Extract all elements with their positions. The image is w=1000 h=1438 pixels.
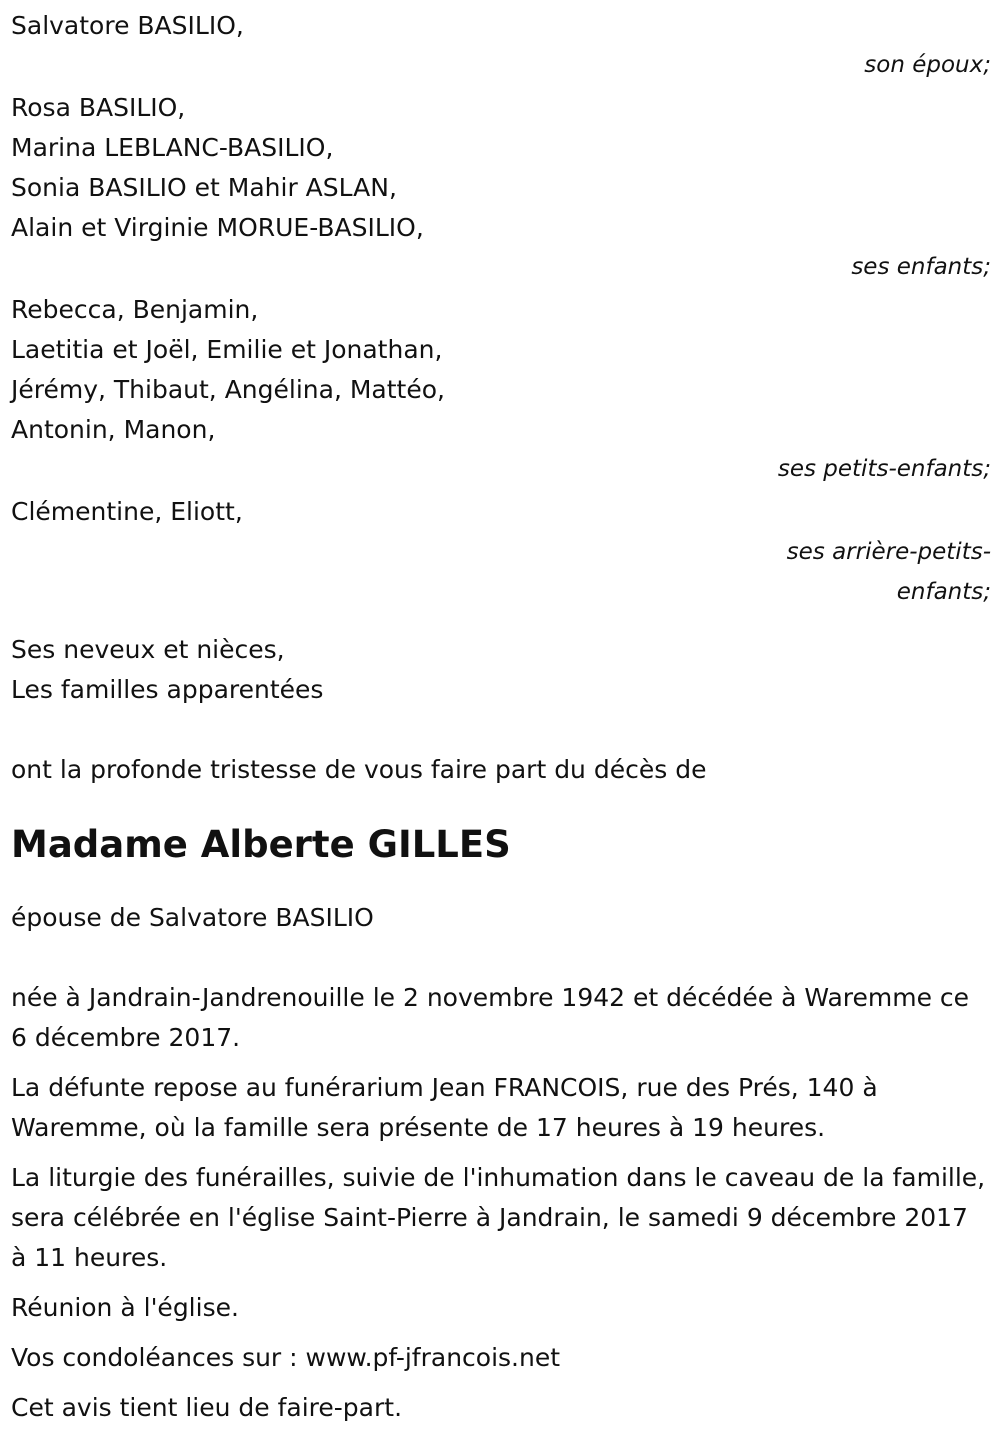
spouse-role: son époux;	[864, 52, 991, 78]
spouse-name: Salvatore BASILIO,	[11, 11, 244, 40]
liturgy-paragraph: La liturgie des funérailles, suivie de l'inhumation dans le caveau de la famille, sera célébrée en l'église Saint-Pierre à Jandrain, le samedi 9 décembre 2017 à 11 heures.	[11, 1163, 986, 1272]
grandchild-name: Antonin, Manon,	[11, 415, 216, 444]
grandchild-name: Jérémy, Thibaut, Angélina, Mattéo,	[11, 375, 445, 404]
relatives-line: Ses neveux et nièces,	[11, 635, 285, 664]
great-grandchildren-role-line1: ses arrière-petits-	[786, 539, 991, 565]
meeting-paragraph: Réunion à l'église.	[11, 1293, 239, 1322]
notice-paragraph: Cet avis tient lieu de faire-part.	[11, 1393, 403, 1422]
announcement-text: ont la profonde tristesse de vous faire part du décès de	[11, 755, 707, 784]
grandchildren-role: ses petits-enfants;	[777, 456, 991, 482]
great-grandchildren-role-line2: enfants;	[896, 579, 991, 605]
child-name: Rosa BASILIO,	[11, 93, 186, 122]
grandchild-name: Rebecca, Benjamin,	[11, 295, 259, 324]
birth-death-paragraph: née à Jandrain-Jandrenouille le 2 novembre 1942 et décédée à Waremme ce 6 décembre 2017.	[11, 983, 970, 1052]
obituary-notice	[11, 6, 991, 1438]
spouse-of-text: épouse de Salvatore BASILIO	[11, 903, 374, 932]
great-grandchildren-list	[11, 492, 991, 532]
deceased-name: Madame Alberte GILLES	[11, 823, 511, 866]
children-role: ses enfants;	[851, 254, 991, 280]
relatives-line: Les familles apparentées	[11, 675, 324, 704]
grandchild-name: Laetitia et Joël, Emilie et Jonathan,	[11, 335, 443, 364]
funerarium-paragraph: La défunte repose au funérarium Jean FRANCOIS, rue des Prés, 140 à Waremme, où la famille sera présente de 17 heures à 19 heures.	[11, 1073, 878, 1142]
child-name: Marina LEBLANC-BASILIO,	[11, 133, 334, 162]
condolences-paragraph: Vos condoléances sur : www.pf-jfrancois.net	[11, 1343, 561, 1372]
great-grandchild-name: Clémentine, Eliott,	[11, 497, 243, 526]
child-name: Alain et Virginie MORUE-BASILIO,	[11, 213, 424, 242]
grandchildren-list	[11, 290, 991, 450]
child-name: Sonia BASILIO et Mahir ASLAN,	[11, 173, 397, 202]
relatives-list	[11, 630, 991, 710]
details-section	[11, 978, 991, 1428]
children-list	[11, 88, 991, 248]
